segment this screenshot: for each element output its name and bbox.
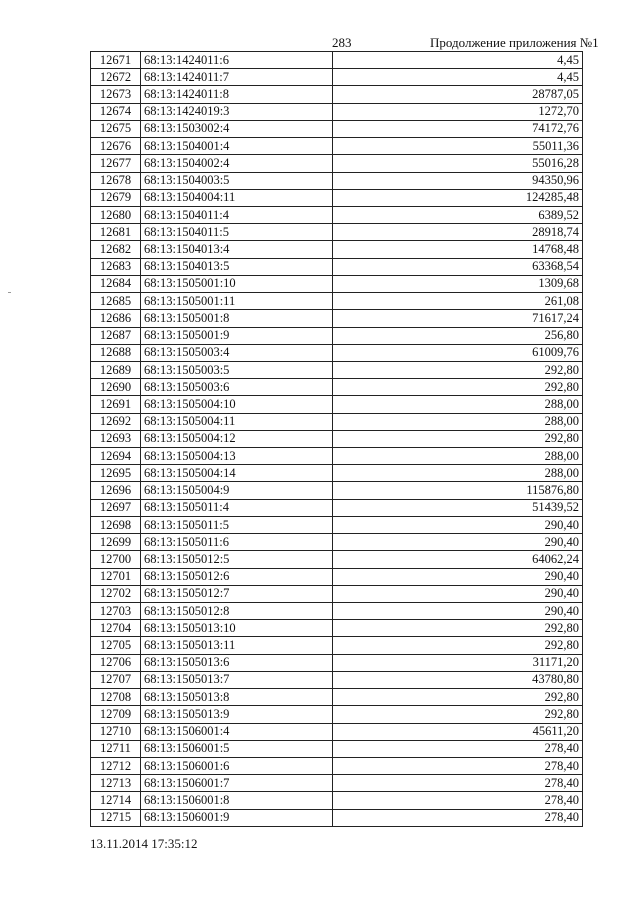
cadastral-value-table — [90, 51, 583, 827]
cadastral-value-cell: 124285,48 — [333, 189, 583, 206]
row-number-cell: 12686 — [91, 310, 141, 327]
cadastral-number-cell: 68:13:1505003:4 — [141, 344, 333, 361]
table-row — [91, 120, 583, 137]
continuation-title: Продолжение приложения №1 — [430, 35, 599, 50]
cadastral-value-cell: 292,80 — [333, 689, 583, 706]
cadastral-number-cell: 68:13:1505004:13 — [141, 448, 333, 465]
table-row — [91, 86, 583, 103]
cadastral-value-cell: 292,80 — [333, 706, 583, 723]
row-number-cell: 12714 — [91, 792, 141, 809]
cadastral-number-cell: 68:13:1506001:4 — [141, 723, 333, 740]
cadastral-number-cell: 68:13:1503002:4 — [141, 120, 333, 137]
table-row — [91, 499, 583, 516]
cadastral-number-cell: 68:13:1505013:10 — [141, 620, 333, 637]
row-number-cell: 12711 — [91, 740, 141, 757]
table-row — [91, 448, 583, 465]
cadastral-value-cell: 261,08 — [333, 293, 583, 310]
cadastral-number-cell: 68:13:1504013:4 — [141, 241, 333, 258]
table-row — [91, 206, 583, 223]
row-number-cell: 12692 — [91, 413, 141, 430]
cadastral-value-cell: 51439,52 — [333, 499, 583, 516]
cadastral-value-cell: 278,40 — [333, 740, 583, 757]
table-row — [91, 344, 583, 361]
row-number-cell: 12691 — [91, 396, 141, 413]
table-row — [91, 585, 583, 602]
cadastral-value-cell: 290,40 — [333, 568, 583, 585]
cadastral-value-cell: 1272,70 — [333, 103, 583, 120]
row-number-cell: 12689 — [91, 361, 141, 378]
table-row — [91, 310, 583, 327]
cadastral-number-cell: 68:13:1506001:9 — [141, 809, 333, 826]
table-row — [91, 723, 583, 740]
cadastral-value-cell: 31171,20 — [333, 654, 583, 671]
cadastral-value-cell: 45611,20 — [333, 723, 583, 740]
cadastral-value-cell: 256,80 — [333, 327, 583, 344]
cadastral-value-cell: 115876,80 — [333, 482, 583, 499]
row-number-cell: 12671 — [91, 52, 141, 69]
row-number-cell: 12700 — [91, 551, 141, 568]
row-number-cell: 12707 — [91, 671, 141, 688]
cadastral-value-cell: 288,00 — [333, 413, 583, 430]
cadastral-number-cell: 68:13:1505001:11 — [141, 293, 333, 310]
cadastral-number-cell: 68:13:1505013:9 — [141, 706, 333, 723]
table-row — [91, 482, 583, 499]
table-row — [91, 809, 583, 826]
table-row — [91, 413, 583, 430]
cadastral-value-cell: 278,40 — [333, 809, 583, 826]
cadastral-number-cell: 68:13:1505004:11 — [141, 413, 333, 430]
table-row — [91, 396, 583, 413]
cadastral-value-cell: 278,40 — [333, 775, 583, 792]
cadastral-number-cell: 68:13:1424011:6 — [141, 52, 333, 69]
cadastral-value-cell: 290,40 — [333, 603, 583, 620]
table-row — [91, 671, 583, 688]
table-row — [91, 637, 583, 654]
row-number-cell: 12676 — [91, 138, 141, 155]
row-number-cell: 12674 — [91, 103, 141, 120]
cadastral-number-cell: 68:13:1506001:7 — [141, 775, 333, 792]
cadastral-value-cell: 74172,76 — [333, 120, 583, 137]
cadastral-value-cell: 63368,54 — [333, 258, 583, 275]
row-number-cell: 12697 — [91, 499, 141, 516]
row-number-cell: 12709 — [91, 706, 141, 723]
table-row — [91, 258, 583, 275]
table-row — [91, 275, 583, 292]
table-row — [91, 654, 583, 671]
row-number-cell: 12684 — [91, 275, 141, 292]
cadastral-number-cell: 68:13:1505003:5 — [141, 361, 333, 378]
cadastral-number-cell: 68:13:1504013:5 — [141, 258, 333, 275]
row-number-cell: 12690 — [91, 379, 141, 396]
row-number-cell: 12693 — [91, 430, 141, 447]
row-number-cell: 12683 — [91, 258, 141, 275]
cadastral-value-cell: 288,00 — [333, 465, 583, 482]
cadastral-value-cell: 290,40 — [333, 534, 583, 551]
table-row — [91, 792, 583, 809]
cadastral-value-cell: 28918,74 — [333, 224, 583, 241]
cadastral-value-cell: 292,80 — [333, 379, 583, 396]
row-number-cell: 12715 — [91, 809, 141, 826]
table-row — [91, 775, 583, 792]
row-number-cell: 12702 — [91, 585, 141, 602]
cadastral-number-cell: 68:13:1505013:7 — [141, 671, 333, 688]
row-number-cell: 12678 — [91, 172, 141, 189]
cadastral-number-cell: 68:13:1505013:6 — [141, 654, 333, 671]
table-row — [91, 224, 583, 241]
cadastral-number-cell: 68:13:1505001:8 — [141, 310, 333, 327]
cadastral-value-cell: 94350,96 — [333, 172, 583, 189]
cadastral-number-cell: 68:13:1424011:8 — [141, 86, 333, 103]
table-row — [91, 534, 583, 551]
cadastral-number-cell: 68:13:1506001:8 — [141, 792, 333, 809]
cadastral-value-cell: 288,00 — [333, 396, 583, 413]
cadastral-value-cell: 14768,48 — [333, 241, 583, 258]
row-number-cell: 12706 — [91, 654, 141, 671]
table-row — [91, 568, 583, 585]
table-row — [91, 52, 583, 69]
cadastral-number-cell: 68:13:1505013:8 — [141, 689, 333, 706]
cadastral-number-cell: 68:13:1504004:11 — [141, 189, 333, 206]
row-number-cell: 12712 — [91, 757, 141, 774]
table-row — [91, 189, 583, 206]
cadastral-number-cell: 68:13:1504002:4 — [141, 155, 333, 172]
cadastral-value-cell: 4,45 — [333, 52, 583, 69]
cadastral-value-cell: 290,40 — [333, 585, 583, 602]
table-row — [91, 103, 583, 120]
cadastral-number-cell: 68:13:1505012:8 — [141, 603, 333, 620]
cadastral-number-cell: 68:13:1505001:10 — [141, 275, 333, 292]
row-number-cell: 12682 — [91, 241, 141, 258]
cadastral-number-cell: 68:13:1505004:9 — [141, 482, 333, 499]
cadastral-value-cell: 292,80 — [333, 430, 583, 447]
table-row — [91, 361, 583, 378]
table-row — [91, 516, 583, 533]
table-row — [91, 740, 583, 757]
cadastral-value-cell: 61009,76 — [333, 344, 583, 361]
cadastral-number-cell: 68:13:1424019:3 — [141, 103, 333, 120]
row-number-cell: 12687 — [91, 327, 141, 344]
row-number-cell: 12675 — [91, 120, 141, 137]
row-number-cell: 12698 — [91, 516, 141, 533]
table-row — [91, 430, 583, 447]
row-number-cell: 12701 — [91, 568, 141, 585]
cadastral-number-cell: 68:13:1505011:4 — [141, 499, 333, 516]
table-row — [91, 69, 583, 86]
cadastral-number-cell: 68:13:1506001:5 — [141, 740, 333, 757]
row-number-cell: 12672 — [91, 69, 141, 86]
cadastral-value-cell: 71617,24 — [333, 310, 583, 327]
row-number-cell: 12703 — [91, 603, 141, 620]
table-row — [91, 138, 583, 155]
table-row — [91, 293, 583, 310]
table-row — [91, 465, 583, 482]
table-body — [91, 52, 583, 827]
table-row — [91, 689, 583, 706]
row-number-cell: 12695 — [91, 465, 141, 482]
table-row — [91, 241, 583, 258]
row-number-cell: 12677 — [91, 155, 141, 172]
cadastral-value-cell: 64062,24 — [333, 551, 583, 568]
cadastral-number-cell: 68:13:1505001:9 — [141, 327, 333, 344]
cadastral-value-cell: 292,80 — [333, 361, 583, 378]
cadastral-number-cell: 68:13:1505012:6 — [141, 568, 333, 585]
cadastral-value-cell: 290,40 — [333, 516, 583, 533]
row-number-cell: 12694 — [91, 448, 141, 465]
cadastral-number-cell: 68:13:1505012:7 — [141, 585, 333, 602]
cadastral-number-cell: 68:13:1504003:5 — [141, 172, 333, 189]
row-number-cell: 12708 — [91, 689, 141, 706]
table-row — [91, 620, 583, 637]
cadastral-value-cell: 288,00 — [333, 448, 583, 465]
cadastral-value-cell: 55016,28 — [333, 155, 583, 172]
table-row — [91, 757, 583, 774]
cadastral-number-cell: 68:13:1505012:5 — [141, 551, 333, 568]
row-number-cell: 12713 — [91, 775, 141, 792]
cadastral-value-cell: 292,80 — [333, 620, 583, 637]
row-number-cell: 12680 — [91, 206, 141, 223]
row-number-cell: 12705 — [91, 637, 141, 654]
scan-mark — [8, 292, 11, 293]
cadastral-number-cell: 68:13:1505004:12 — [141, 430, 333, 447]
row-number-cell: 12710 — [91, 723, 141, 740]
table-row — [91, 327, 583, 344]
cadastral-value-cell: 1309,68 — [333, 275, 583, 292]
table-row — [91, 603, 583, 620]
cadastral-number-cell: 68:13:1505004:10 — [141, 396, 333, 413]
row-number-cell: 12685 — [91, 293, 141, 310]
cadastral-value-cell: 278,40 — [333, 792, 583, 809]
cadastral-value-cell: 278,40 — [333, 757, 583, 774]
cadastral-number-cell: 68:13:1505013:11 — [141, 637, 333, 654]
table-row — [91, 706, 583, 723]
table-row — [91, 172, 583, 189]
cadastral-value-cell: 43780,80 — [333, 671, 583, 688]
row-number-cell: 12696 — [91, 482, 141, 499]
cadastral-number-cell: 68:13:1504011:4 — [141, 206, 333, 223]
row-number-cell: 12673 — [91, 86, 141, 103]
row-number-cell: 12699 — [91, 534, 141, 551]
row-number-cell: 12704 — [91, 620, 141, 637]
table-row — [91, 379, 583, 396]
cadastral-number-cell: 68:13:1504011:5 — [141, 224, 333, 241]
cadastral-value-cell: 292,80 — [333, 637, 583, 654]
table-row — [91, 551, 583, 568]
cadastral-value-cell: 4,45 — [333, 69, 583, 86]
cadastral-value-cell: 55011,36 — [333, 138, 583, 155]
cadastral-number-cell: 68:13:1505011:5 — [141, 516, 333, 533]
cadastral-number-cell: 68:13:1504001:4 — [141, 138, 333, 155]
cadastral-number-cell: 68:13:1505004:14 — [141, 465, 333, 482]
cadastral-value-cell: 6389,52 — [333, 206, 583, 223]
cadastral-number-cell: 68:13:1505011:6 — [141, 534, 333, 551]
row-number-cell: 12688 — [91, 344, 141, 361]
cadastral-value-cell: 28787,05 — [333, 86, 583, 103]
page-number: 283 — [332, 35, 352, 50]
print-timestamp: 13.11.2014 17:35:12 — [90, 836, 198, 851]
row-number-cell: 12679 — [91, 189, 141, 206]
table-row — [91, 155, 583, 172]
row-number-cell: 12681 — [91, 224, 141, 241]
cadastral-number-cell: 68:13:1505003:6 — [141, 379, 333, 396]
cadastral-number-cell: 68:13:1506001:6 — [141, 757, 333, 774]
cadastral-number-cell: 68:13:1424011:7 — [141, 69, 333, 86]
